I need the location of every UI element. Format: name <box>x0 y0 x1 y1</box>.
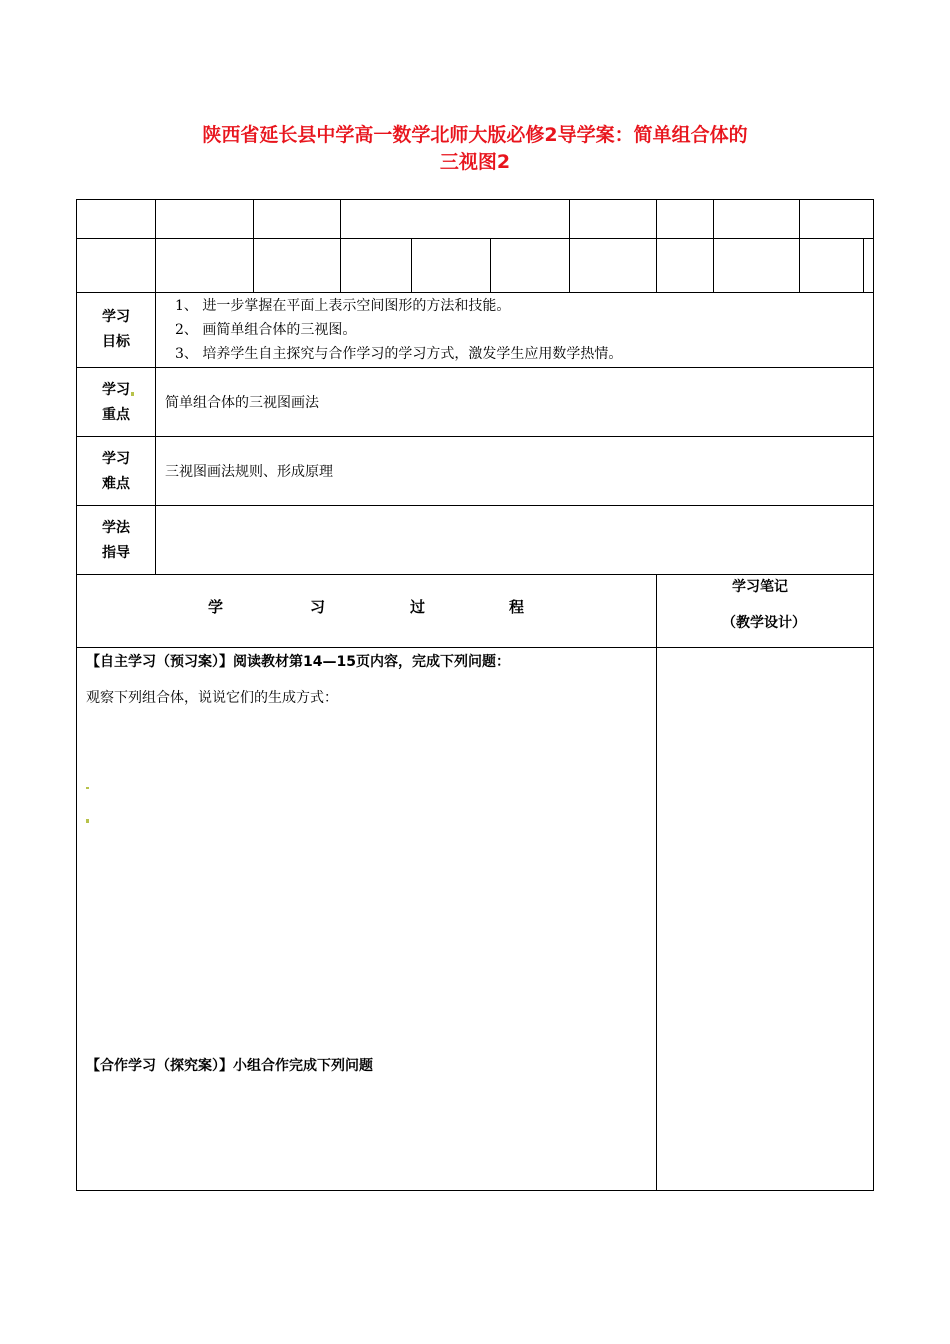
stray-mark <box>131 392 134 396</box>
stray-mark <box>86 819 89 823</box>
difficulty-label-1: 学习 <box>102 451 130 467</box>
difficulty-label-2: 难点 <box>102 476 130 492</box>
key-label-1: 学习 <box>102 382 130 398</box>
difficulty-content: 三视图画法规则、形成原理 <box>165 464 333 480</box>
goal-item: 3、 培养学生自主探究与合作学习的学习方式，激发学生应用数学热情。 <box>175 346 623 362</box>
row-divider <box>76 574 874 575</box>
notes-header-title: 学习笔记 <box>732 579 788 595</box>
cell-divider <box>569 199 570 293</box>
goals-label-2: 目标 <box>102 334 130 350</box>
self-study-heading: 【自主学习（预习案）】阅读教材第14—15页内容，完成下列问题： <box>86 654 510 670</box>
goals-label-1: 学习 <box>102 309 130 325</box>
cell-divider <box>340 199 341 293</box>
goal-item: 1、 进一步掌握在平面上表示空间图形的方法和技能。 <box>175 298 511 314</box>
coop-study-heading: 【合作学习（探究案）】小组合作完成下列问题 <box>86 1058 373 1074</box>
process-header-char: 过 <box>410 598 426 616</box>
process-header-char: 学 <box>208 598 224 616</box>
goal-item: 2、 画简单组合体的三视图。 <box>175 322 357 338</box>
key-label-2: 重点 <box>102 407 130 423</box>
self-study-text: 观察下列组合体，说说它们的生成方式： <box>86 690 338 706</box>
notes-header-subtitle: （教学设计） <box>722 615 806 631</box>
row-divider <box>76 292 874 293</box>
row-divider <box>76 647 874 648</box>
notes-column-divider <box>656 574 657 1191</box>
cell-divider <box>253 199 254 293</box>
page-title-line2: 三视图2 <box>439 151 511 173</box>
cell-divider <box>490 238 491 293</box>
page-title-line1: 陕西省延长县中学高一数学北师大版必修2导学案：简单组合体的 <box>202 124 748 146</box>
row-divider <box>76 436 874 437</box>
cell-divider <box>155 199 156 293</box>
stray-mark <box>86 787 89 789</box>
cell-divider <box>799 199 800 293</box>
method-label-1: 学法 <box>102 520 130 536</box>
cell-divider <box>656 199 657 293</box>
label-column-divider <box>155 292 156 575</box>
row-divider <box>76 238 874 239</box>
key-content: 简单组合体的三视图画法 <box>165 395 319 411</box>
process-header-char: 习 <box>310 598 326 616</box>
cell-divider <box>713 199 714 293</box>
row-divider <box>76 505 874 506</box>
method-label-2: 指导 <box>102 545 130 561</box>
process-header-char: 程 <box>509 598 525 616</box>
cell-divider <box>863 238 864 293</box>
row-divider <box>76 367 874 368</box>
cell-divider <box>411 238 412 293</box>
